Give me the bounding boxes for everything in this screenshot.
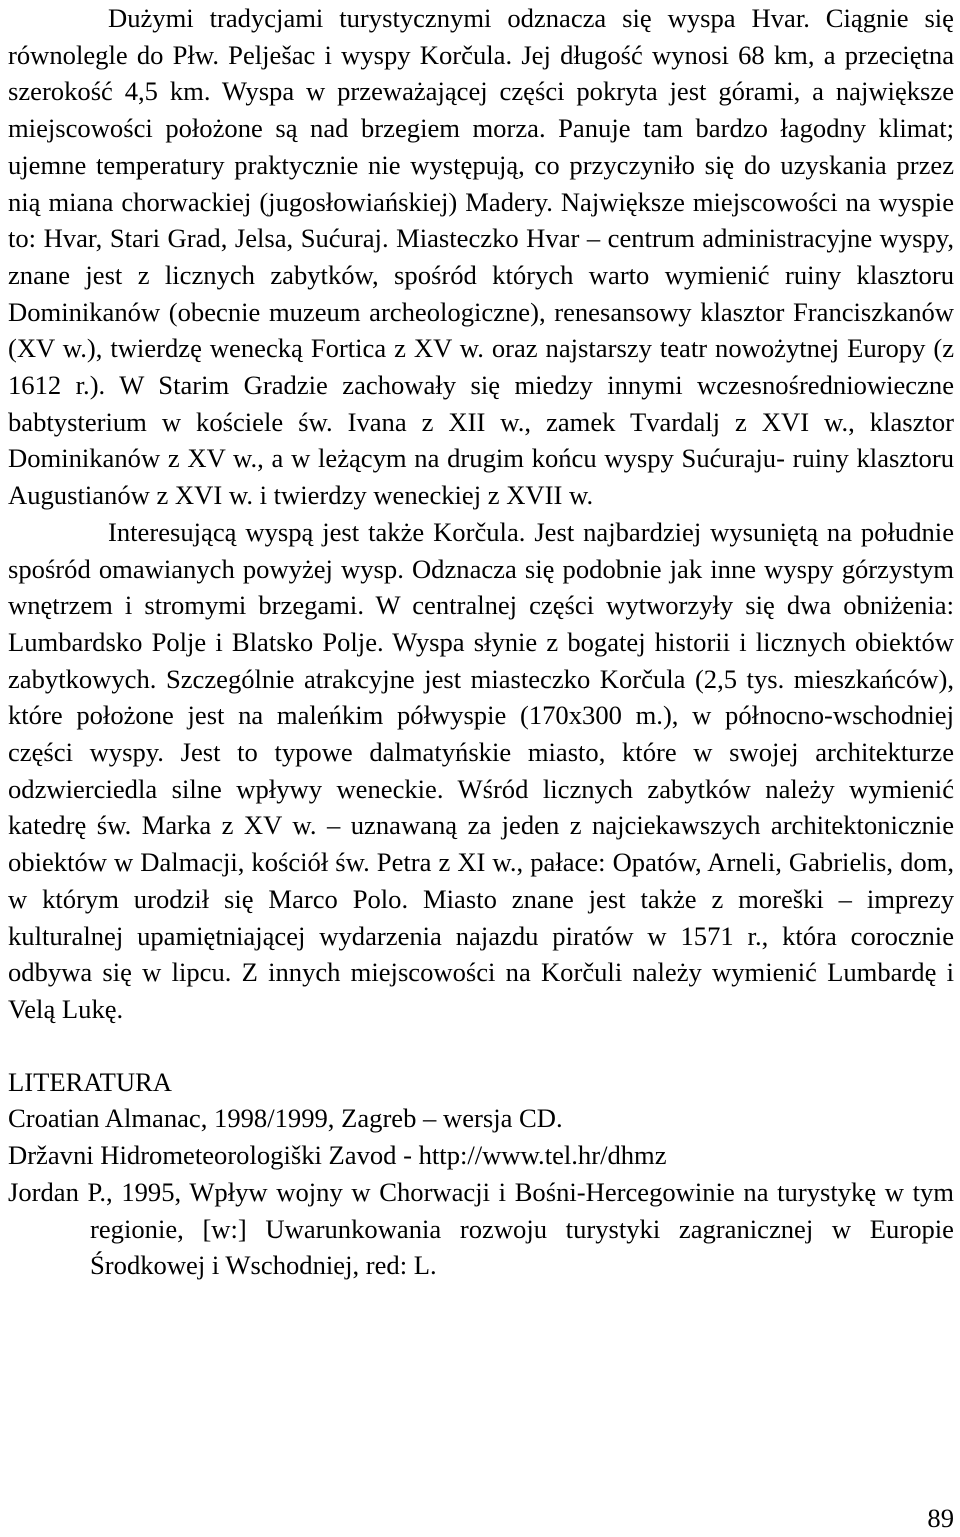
- reference-item: Jordan P., 1995, Wpływ wojny w Chorwacji i Bośni-Hercegowinie na turystykę w tym regionie, [w:] Uwarunkowania rozwoju turystyki zagranicznej w Europie Środkowej i Wschodniej, red: L.: [8, 1176, 954, 1281]
- paragraph-hvar: Dużymi tradycjami turystycznymi odznacza się wyspa Hvar. Ciągnie się równolegle do Płw. Pelješac i wyspy Korčula. Jej długość wynosi 68 km, a przeciętna szerokość 4,5 km. Wyspa w przeważającej części pokryta jest górami, a największe miejscowości położone są nad brzegiem morza. Panuje tam bardzo łagodny klimat; ujemne temperatury praktycznie nie występują, co przyczyniło się do uzyskania przez nią miana chorwackiej (jugosłowiańskiej) Madery. Największe miejscowości na wyspie to: Hvar, Stari Grad, Jelsa, Sućuraj. Miasteczko Hvar – centrum administracyjne wyspy, znane jest z licznych zabytków, spośród których warto wymienić ruiny klasztoru Dominikanów (obecnie muzeum archeologiczne), renesansowy klasztor Franciszkanów (XV w.), twierdzę wenecką Fortica z XV w. oraz najstarszy teatr nowożytnej Europy (z 1612 r.). W Starim Gradzie zachowały się miedzy innymi wczesnośredniowieczne babtysterium w kościele św. Ivana z XII w., zamek Tvardalj z XVI w., klasztor Dominikanów z XV w., a w leżącym na drugim końcu wyspy Sućuraju- ruiny klasztoru Augustianów z XVI w. i twierdzy weneckiej z XVII w.: [8, 3, 954, 511]
- reference-item: Croatian Almanac, 1998/1999, Zagreb – wersja CD.: [8, 1103, 563, 1134]
- literature-heading: LITERATURA: [8, 1066, 172, 1097]
- paragraph-korcula: Interesującą wyspą jest także Korčula. Jest najbardziej wysuniętą na południe spośród omawianych powyżej wysp. Odznacza się podobnie jak inne wyspy górzystym wnętrzem i stromymi brzegami. W centralnej części wytworzyły się dwa obniżenia: Lumbardsko Polje i Blatsko Polje. Wyspa słynie z bogatej historii i licznych obiektów zabytkowych. Szczególnie atrakcyjne jest miasteczko Korčula (2,5 tys. mieszkańców), które położone jest na maleńkim półwyspie (170x300 m.), w północno-wschodniej części wyspy. Jest to typowe dalmatyńskie miasto, które w swojej architekturze odzwierciedla silne wpływy weneckie. Wśród licznych zabytków należy wymienić katedrę św. Marka z XV w. – uznawaną za jeden z najciekawszych architektonicznie obiektów w Dalmacji, kościół św. Petra z XI w., pałace: Opatów, Arneli, Gabrielis, dom, w którym urodził się Marco Polo. Miasto znane jest także z moreški – imprezy kulturalnej upamiętniającej wydarzenia najazdu piratów w 1571 r., która corocznie odbywa się w lipcu. Z innych miejscowości na Korčuli należy wymienić Lumbardę i Velą Lukę.: [8, 516, 954, 1024]
- reference-item: Državni Hidrometeorologiški Zavod - http://www.tel.hr/dhmz: [8, 1140, 667, 1171]
- document-page: [8, 0, 954, 1284]
- page-number: 89: [927, 1503, 954, 1533]
